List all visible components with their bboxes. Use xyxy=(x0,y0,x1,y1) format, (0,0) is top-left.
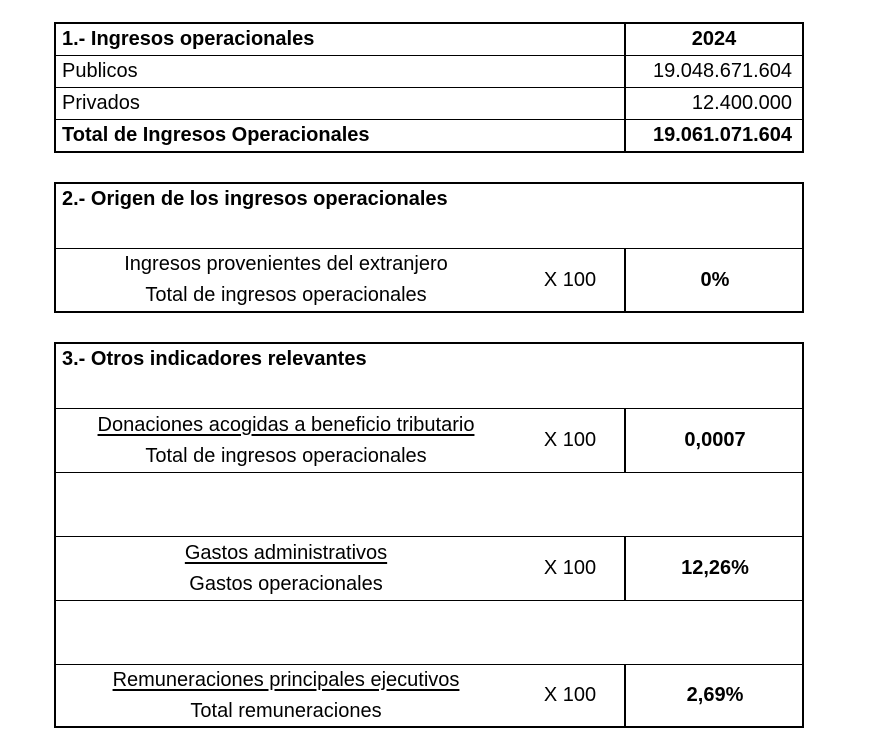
ingresos-operacionales-table xyxy=(54,22,804,153)
section-header-row xyxy=(56,184,802,248)
indicator-denominator: Total remuneraciones xyxy=(190,699,382,722)
spacer-row xyxy=(56,600,802,664)
indicator-fraction xyxy=(56,665,516,726)
indicator-denominator: Gastos operacionales xyxy=(189,572,383,595)
otros-indicadores-table xyxy=(54,342,804,728)
table-row xyxy=(56,87,802,119)
indicator-fraction xyxy=(56,537,516,600)
table-header-row xyxy=(56,24,802,55)
indicator-denominator: Total de ingresos operacionales xyxy=(145,444,427,467)
section1-title: 1.- Ingresos operacionales xyxy=(62,28,315,50)
indicator-numerator: Donaciones acogidas a beneficio tributario xyxy=(97,413,475,436)
total-label: Total de Ingresos Operacionales xyxy=(62,124,370,146)
spacer-row xyxy=(56,472,802,536)
indicator-multiplier: X 100 xyxy=(543,557,597,579)
indicator-value: 0,0007 xyxy=(624,409,804,472)
indicator-value: 2,69% xyxy=(624,665,804,726)
table-row xyxy=(56,55,802,87)
indicator-numerator: Ingresos provenientes del extranjero xyxy=(124,253,448,275)
total-row xyxy=(56,119,802,151)
row-value-privados: 12.400.000 xyxy=(624,88,802,119)
indicator-numerator: Gastos administrativos xyxy=(184,541,388,564)
row-label-privados: Privados xyxy=(62,92,140,114)
section-header-row xyxy=(56,344,802,408)
indicator-value: 0% xyxy=(624,249,804,311)
indicator-denominator: Total de ingresos operacionales xyxy=(145,284,427,306)
total-value: 19.061.071.604 xyxy=(624,120,802,151)
section2-title: 2.- Origen de los ingresos operacionales xyxy=(62,188,448,210)
indicator-row xyxy=(56,248,802,311)
indicator-fraction xyxy=(56,409,516,472)
indicator-numerator: Remuneraciones principales ejecutivos xyxy=(112,668,460,691)
indicator-row xyxy=(56,408,802,472)
year-header: 2024 xyxy=(624,24,802,55)
indicator-row xyxy=(56,536,802,600)
indicator-value: 12,26% xyxy=(624,537,804,600)
origen-ingresos-table xyxy=(54,182,804,313)
indicator-multiplier: X 100 xyxy=(543,684,597,706)
row-label-publicos: Publicos xyxy=(62,60,138,82)
indicator-multiplier: X 100 xyxy=(543,429,597,451)
indicator-multiplier: X 100 xyxy=(543,268,597,291)
indicator-fraction xyxy=(56,249,516,311)
row-value-publicos: 19.048.671.604 xyxy=(624,56,802,87)
section3-title: 3.- Otros indicadores relevantes xyxy=(62,348,367,370)
indicator-row xyxy=(56,664,802,726)
